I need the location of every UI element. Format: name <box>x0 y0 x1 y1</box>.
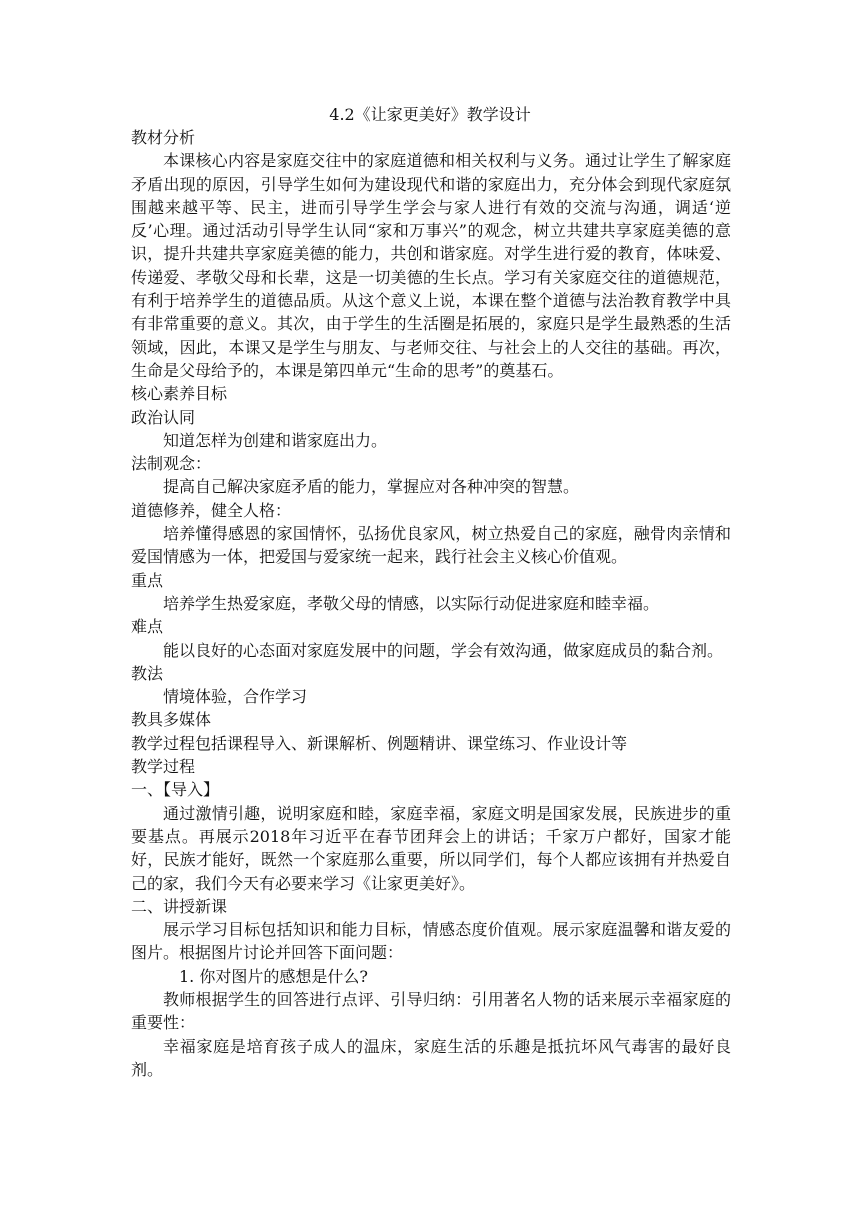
heading-teaching-process: 教学过程 <box>131 757 196 777</box>
heading-core-literacy: 核心素养目标 <box>131 384 228 404</box>
paragraph-textbook-analysis: 本课核心内容是家庭交往中的家庭道德和相关权利与义务。通过让学生了解家庭矛盾出现的原因，引导学生如何为建设现代和谐的家庭出力，充分体会到现代家庭氛围越来越平等、民主，进而引导学生学会与家人进行有效的交流与沟通，调适‘逆反’心理。通过活动引导学生认同“家和万事兴”的观念，树立共建共享家庭美德的意识，提升共建共享家庭美德的能力，共创和谐家庭。对学生进行爱的教育，体味爱、传递爱、孝敬父母和长辈，这是一切美德的生长点。学习有关家庭交往的道德规范，有利于培养学生的道德品质。从这个意义上说，本课在整个道德与法治教育教学中具有非常重要的意义。其次，由于学生的生活圈是拓展的，家庭只是学生最熟悉的生活领域，因此，本课又是学生与朋友、与老师交往、与社会上的人交往的基础。再次，生命是父母给予的，本课是第四单元“生命的思考”的奠基石。 <box>131 151 731 380</box>
heading-teaching-method: 教法 <box>131 663 164 683</box>
paragraph-key-points: 培养学生热爱家庭，孝敬父母的情感，以实际行动促进家庭和睦幸福。 <box>163 593 660 613</box>
heading-textbook-analysis: 教材分析 <box>131 128 196 147</box>
line-process-overview: 教学过程包括课程导入、新课解析、例题精讲、课堂练习、作业设计等 <box>131 733 628 753</box>
heading-political-identity: 政治认同 <box>131 407 196 427</box>
paragraph-legal-concept: 提高自己解决家庭矛盾的能力，掌握应对各种冲突的智慧。 <box>163 477 580 497</box>
paragraph-teacher-comment: 教师根据学生的回答进行点评、引导归纳：引用著名人物的话来展示幸福家庭的重要性： <box>131 989 731 1033</box>
document-body <box>131 126 731 1081</box>
heading-new-lesson: 二、讲授新课 <box>131 896 228 916</box>
paragraph-political-identity: 知道怎样为创建和谐家庭出力。 <box>163 430 388 450</box>
heading-moral-cultivation: 道德修养，健全人格： <box>131 500 292 520</box>
heading-introduction: 一、【导入】 <box>131 780 220 800</box>
heading-teaching-aids: 教具多媒体 <box>131 710 212 730</box>
heading-key-points: 重点 <box>131 570 164 590</box>
heading-difficulties: 难点 <box>131 617 164 637</box>
heading-legal-concept: 法制观念： <box>131 454 212 474</box>
paragraph-teaching-method: 情境体验，合作学习 <box>163 687 308 707</box>
paragraph-new-lesson: 展示学习目标包括知识和能力目标，情感态度价值观。展示家庭温馨和谐友爱的图片。根据图片讨论并回答下面问题： <box>131 920 731 963</box>
document-title: 4.2《让家更美好》教学设计 <box>329 105 531 124</box>
paragraph-quote: 幸福家庭是培育孩子成人的温床，家庭生活的乐趣是抵抗坏风气毒害的最好良剂。 <box>131 1036 731 1079</box>
question-item: 1. 你对图片的感想是什么? <box>179 966 368 986</box>
paragraph-moral-cultivation: 培养懂得感恩的家国情怀，弘扬优良家风，树立热爱自己的家庭，融骨肉亲情和爱国情感为一体，把爱国与爱家统一起来，践行社会主义核心价值观。 <box>131 524 731 567</box>
paragraph-difficulties: 能以良好的心态面对家庭发展中的问题，学会有效沟通，做家庭成员的黏合剂。 <box>163 640 724 660</box>
paragraph-introduction: 通过激情引趣，说明家庭和睦，家庭幸福，家庭文明是国家发展，民族进步的重要基点。再展示2018年习近平在春节团拜会上的讲话；千家万户都好，国家才能好，民族才能好，既然一个家庭那么重要，所以同学们，每个人都应该拥有并热爱自己的家，我们今天有必要来学习《让家更美好》。 <box>131 803 731 893</box>
